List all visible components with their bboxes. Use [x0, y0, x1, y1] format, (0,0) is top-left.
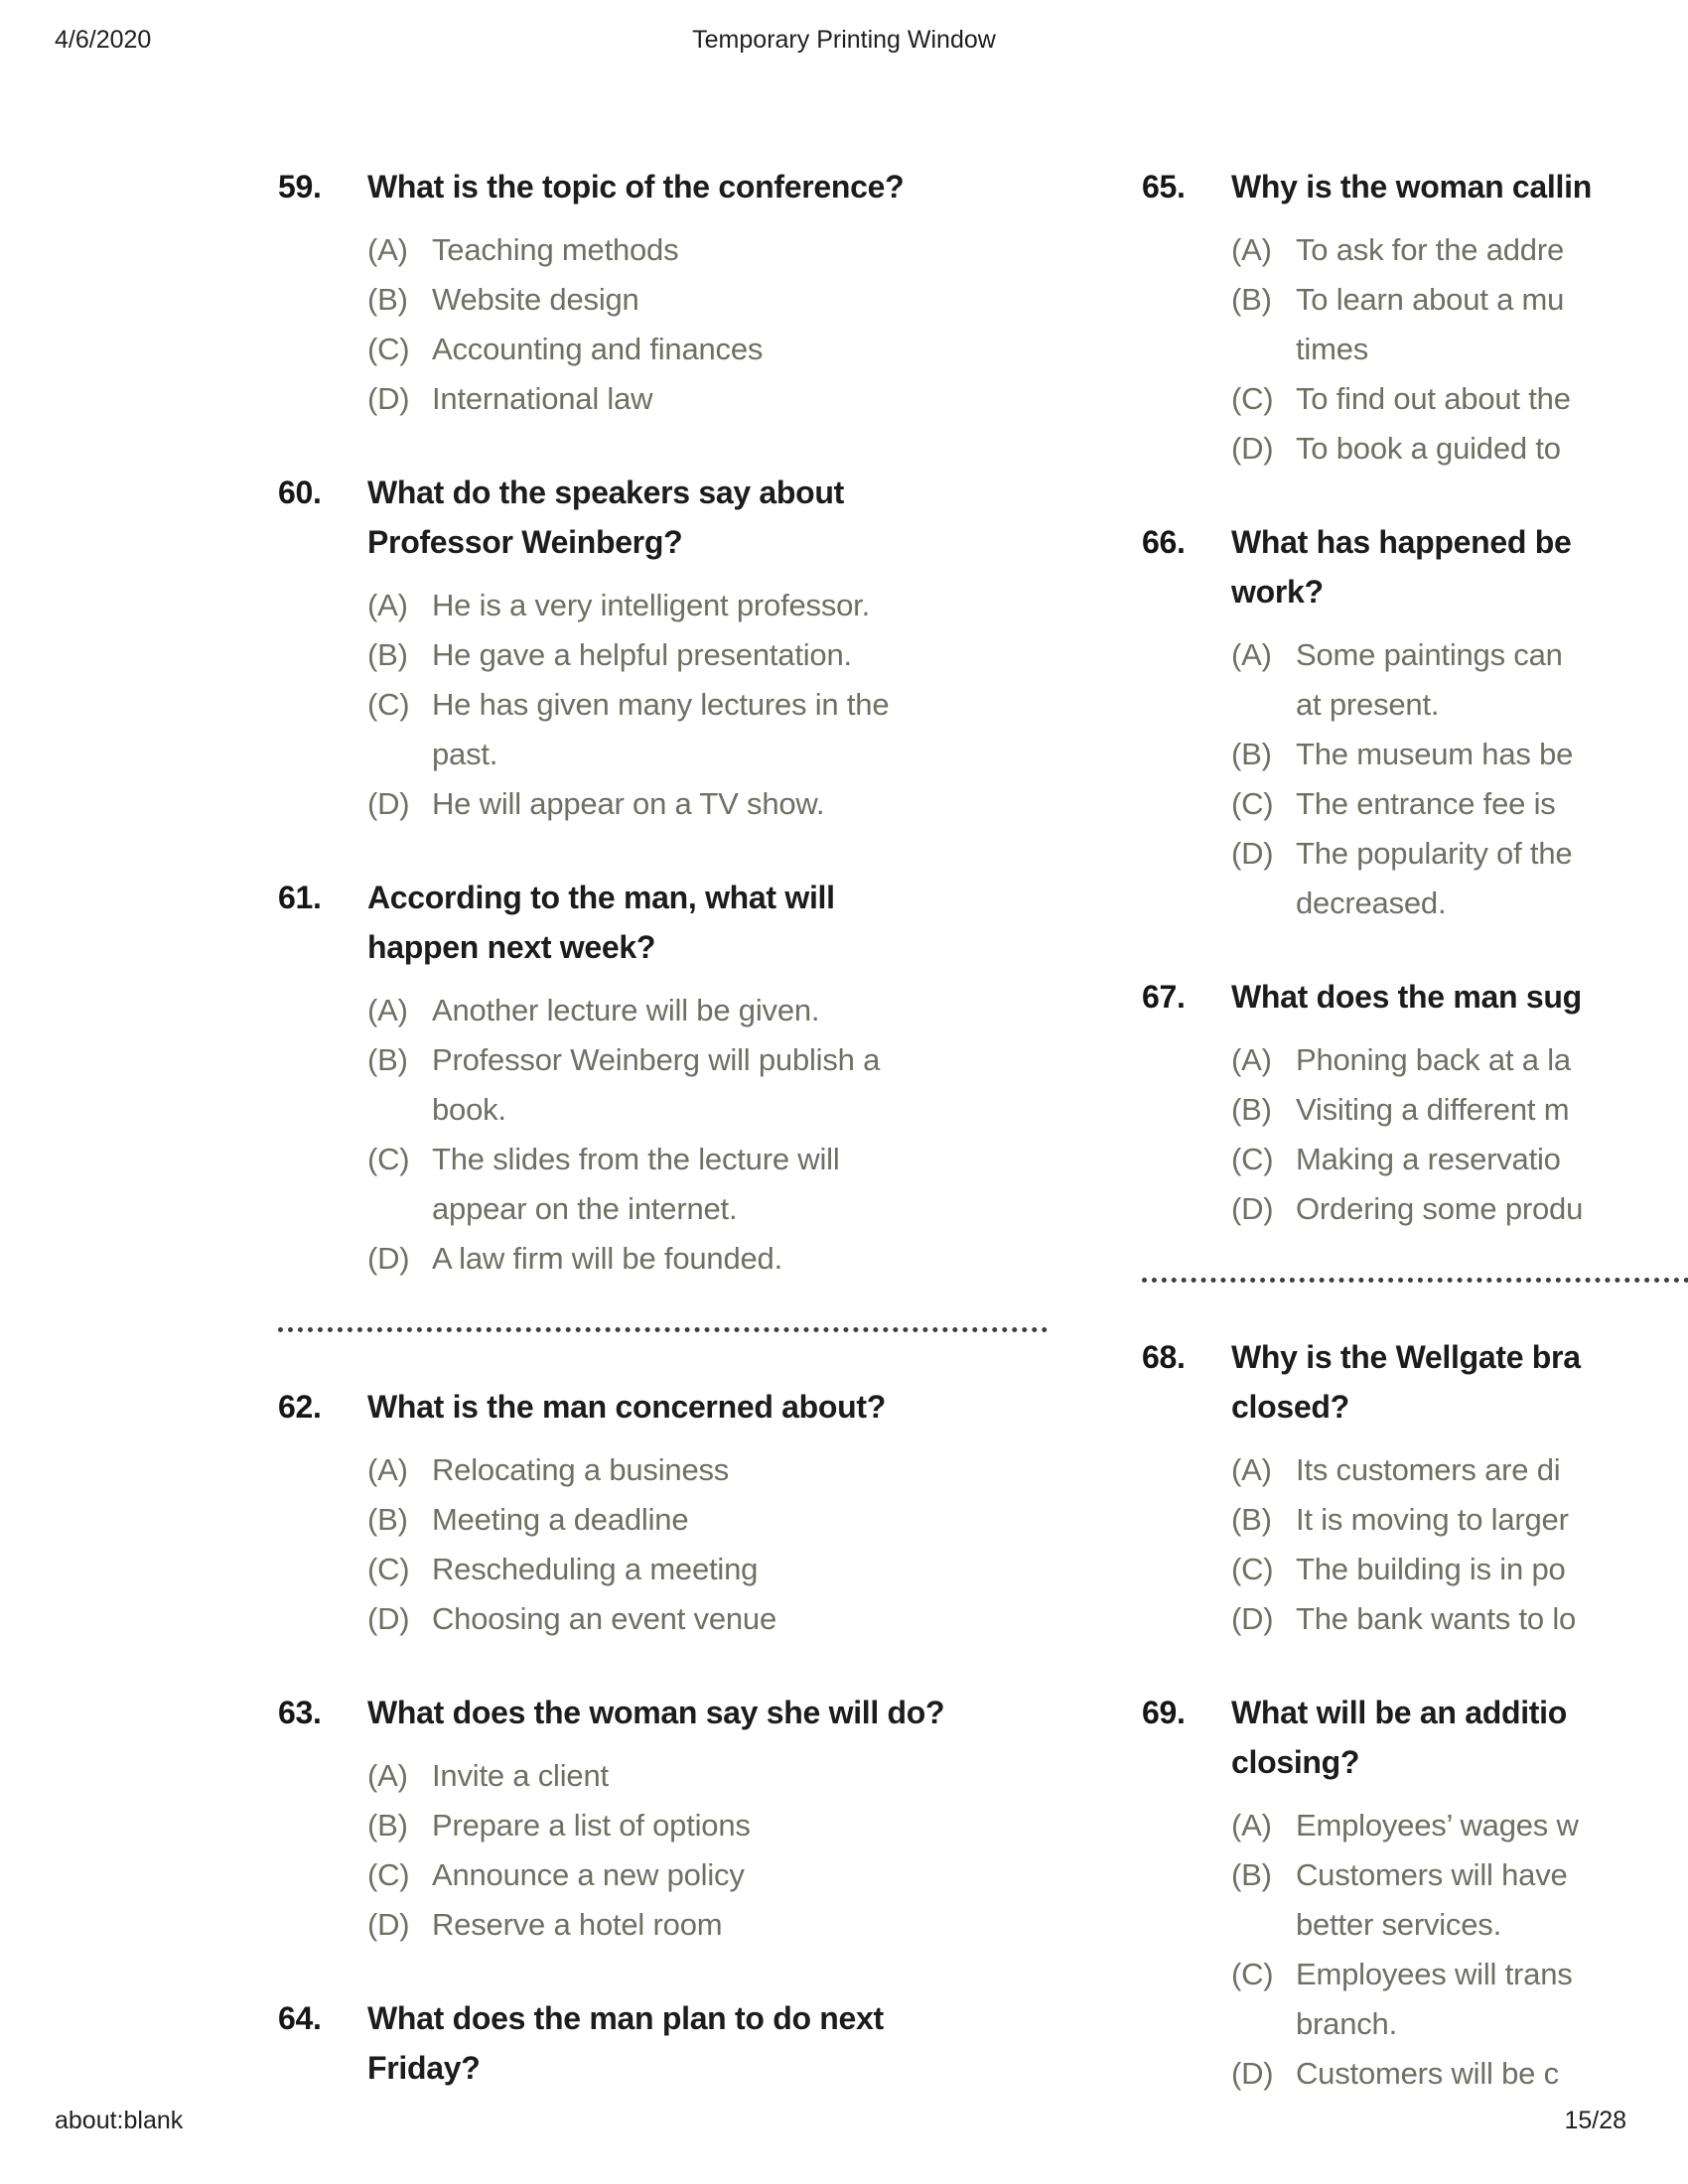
option-row: (D) To book a guided to [1142, 424, 1688, 474]
option-row: (D) Choosing an event venue [278, 1594, 1048, 1644]
options-group [278, 986, 1048, 1284]
option-row: (A) Its customers are di [1142, 1445, 1688, 1495]
option-label: (B) [1231, 1092, 1272, 1127]
question-number: 60. [278, 475, 322, 510]
option-row: (C) Accounting and finances [278, 325, 1048, 374]
option-row: (A) Relocating a business [278, 1445, 1048, 1495]
option-label: (B) [1231, 1502, 1272, 1537]
option-label: (B) [367, 1502, 408, 1537]
option-label: (B) [1231, 737, 1272, 771]
option-row: (A) Teaching methods [278, 225, 1048, 275]
options-group [278, 1751, 1048, 1950]
option-label: (C) [1231, 786, 1274, 821]
option-label: (D) [1231, 1191, 1274, 1226]
option-label: (A) [1231, 232, 1272, 267]
question-prompt-line: What is the man concerned about? [367, 1389, 887, 1425]
option-row: (B) The museum has be [1142, 730, 1688, 779]
question-prompt-line: What will be an additio [1231, 1695, 1567, 1730]
options-group [1142, 1445, 1688, 1644]
option-row: (A) Phoning back at a la [1142, 1035, 1688, 1085]
option-row: (A) Some paintings can [1142, 630, 1688, 680]
question-number: 59. [278, 169, 322, 205]
question-number: 69. [1142, 1695, 1186, 1730]
option-label: (A) [367, 1452, 408, 1487]
option-row: (D) The bank wants to lo [1142, 1594, 1688, 1644]
option-label: (D) [367, 381, 410, 416]
dotted-divider [278, 1327, 1048, 1338]
option-label: (D) [1231, 431, 1274, 466]
option-row: (C) Employees will trans [1142, 1950, 1688, 1999]
question-prompt-line: closing? [1231, 1744, 1360, 1780]
option-row: (D) Reserve a hotel room [278, 1900, 1048, 1950]
option-row: (C) He has given many lectures in the [278, 680, 1048, 730]
question-number: 67. [1142, 979, 1186, 1015]
question-block [1142, 517, 1688, 928]
option-continuation-line: times [1296, 332, 1369, 366]
header-title: Temporary Printing Window [692, 26, 996, 54]
question-block [278, 873, 1048, 1284]
question-number: 66. [1142, 524, 1186, 560]
question-prompt-line: Friday? [367, 2050, 481, 2086]
option-label: (C) [1231, 1957, 1274, 1991]
option-row: (B) He gave a helpful presentation. [278, 630, 1048, 680]
option-continuation-line: at present. [1296, 687, 1440, 722]
question-block [278, 162, 1048, 424]
question-number: 63. [278, 1695, 322, 1730]
option-row: (B) Prepare a list of options [278, 1801, 1048, 1850]
question-prompt-line: What do the speakers say about [367, 475, 845, 510]
option-label: (A) [1231, 1452, 1272, 1487]
option-label: (C) [367, 1142, 410, 1176]
question-prompt-line: What has happened be [1231, 524, 1572, 560]
question-prompt-line: happen next week? [367, 929, 656, 965]
question-prompt-line: Why is the Wellgate bra [1231, 1339, 1581, 1375]
option-label: (A) [1231, 1808, 1272, 1843]
option-row: (D) International law [278, 374, 1048, 424]
option-continuation-line: branch. [1296, 2006, 1397, 2041]
question-prompt-line: closed? [1231, 1389, 1349, 1425]
option-label: (C) [1231, 381, 1274, 416]
question-block [1142, 1688, 1688, 2099]
question-number: 62. [278, 1389, 322, 1425]
option-label: (D) [1231, 2056, 1274, 2091]
option-label: (B) [1231, 1857, 1272, 1892]
question-prompt-line: Why is the woman callin [1231, 169, 1592, 205]
question-block [278, 1993, 1048, 2093]
options-group [278, 1445, 1048, 1644]
option-row: (D) Ordering some produ [1142, 1184, 1688, 1234]
question-block [278, 468, 1048, 829]
option-row: (D) He will appear on a TV show. [278, 779, 1048, 829]
option-row: (C) Announce a new policy [278, 1850, 1048, 1900]
option-row: (B) It is moving to larger [1142, 1495, 1688, 1545]
header-date: 4/6/2020 [55, 26, 152, 54]
option-row: (C) Rescheduling a meeting [278, 1545, 1048, 1594]
question-prompt-line: According to the man, what will [367, 880, 835, 915]
option-row: (B) To learn about a mu [1142, 275, 1688, 325]
option-row: (B) Website design [278, 275, 1048, 325]
option-label: (A) [367, 232, 408, 267]
options-group [278, 581, 1048, 829]
option-row: (C) The entrance fee is [1142, 779, 1688, 829]
option-row: (C) Making a reservatio [1142, 1135, 1688, 1184]
option-label: (D) [367, 786, 410, 821]
option-label: (D) [367, 1907, 410, 1942]
option-label: (B) [367, 1808, 408, 1843]
option-label: (B) [367, 282, 408, 317]
option-continuation-line: past. [432, 737, 498, 771]
option-label: (B) [367, 637, 408, 672]
option-row: (A) Invite a client [278, 1751, 1048, 1801]
question-column-left [278, 162, 1048, 2093]
question-prompt-line: What is the topic of the conference? [367, 169, 905, 205]
option-label: (C) [1231, 1552, 1274, 1586]
option-continuation-line: appear on the internet. [432, 1191, 738, 1226]
option-label: (A) [367, 1758, 408, 1793]
options-group [1142, 1035, 1688, 1234]
option-continuation-line: book. [432, 1092, 506, 1127]
footer-url: about:blank [55, 2107, 184, 2134]
question-block [1142, 972, 1688, 1234]
option-label: (C) [1231, 1142, 1274, 1176]
question-prompt-line: Professor Weinberg? [367, 524, 683, 560]
question-block [1142, 1332, 1688, 1644]
options-group [1142, 630, 1688, 928]
question-block [1142, 162, 1688, 474]
option-row: (D) A law firm will be founded. [278, 1234, 1048, 1284]
question-prompt-line: work? [1231, 574, 1324, 610]
question-number: 68. [1142, 1339, 1186, 1375]
option-row: (D) Customers will be c [1142, 2049, 1688, 2099]
option-row: (A) He is a very intelligent professor. [278, 581, 1048, 630]
option-row: (B) Visiting a different m [1142, 1085, 1688, 1135]
option-label: (B) [1231, 282, 1272, 317]
options-group [1142, 1801, 1688, 2099]
option-continuation-line: decreased. [1296, 886, 1447, 920]
option-label: (D) [1231, 836, 1274, 871]
option-continuation-line: better services. [1296, 1907, 1501, 1942]
question-number: 65. [1142, 169, 1186, 205]
question-number: 64. [278, 2000, 322, 2036]
dotted-divider [1142, 1278, 1688, 1289]
option-label: (C) [367, 332, 410, 366]
option-label: (D) [1231, 1601, 1274, 1636]
option-row: (B) Meeting a deadline [278, 1495, 1048, 1545]
option-label: (C) [367, 1552, 410, 1586]
option-label: (C) [367, 687, 410, 722]
options-group [1142, 225, 1688, 474]
question-block [278, 1688, 1048, 1950]
option-row: (B) Professor Weinberg will publish a [278, 1035, 1048, 1085]
option-row: (A) Another lecture will be given. [278, 986, 1048, 1035]
option-label: (A) [1231, 1042, 1272, 1077]
option-label: (A) [367, 588, 408, 622]
question-prompt-line: What does the man sug [1231, 979, 1582, 1015]
options-group [278, 225, 1048, 424]
option-row: (C) To find out about the [1142, 374, 1688, 424]
question-number: 61. [278, 880, 322, 915]
option-row: (B) Customers will have [1142, 1850, 1688, 1900]
option-row: (C) The slides from the lecture will [278, 1135, 1048, 1184]
option-row: (C) The building is in po [1142, 1545, 1688, 1594]
option-label: (D) [367, 1601, 410, 1636]
question-prompt-line: What does the man plan to do next [367, 2000, 884, 2036]
option-row: (A) Employees’ wages w [1142, 1801, 1688, 1850]
question-column-right [1142, 162, 1688, 2099]
option-label: (A) [1231, 637, 1272, 672]
option-label: (D) [367, 1241, 410, 1276]
footer-page-number: 15/28 [1564, 2107, 1626, 2134]
option-label: (C) [367, 1857, 410, 1892]
option-row: (A) To ask for the addre [1142, 225, 1688, 275]
option-label: (B) [367, 1042, 408, 1077]
option-label: (A) [367, 993, 408, 1027]
option-row: (D) The popularity of the [1142, 829, 1688, 879]
question-block [278, 1382, 1048, 1644]
question-prompt-line: What does the woman say she will do? [367, 1695, 945, 1730]
